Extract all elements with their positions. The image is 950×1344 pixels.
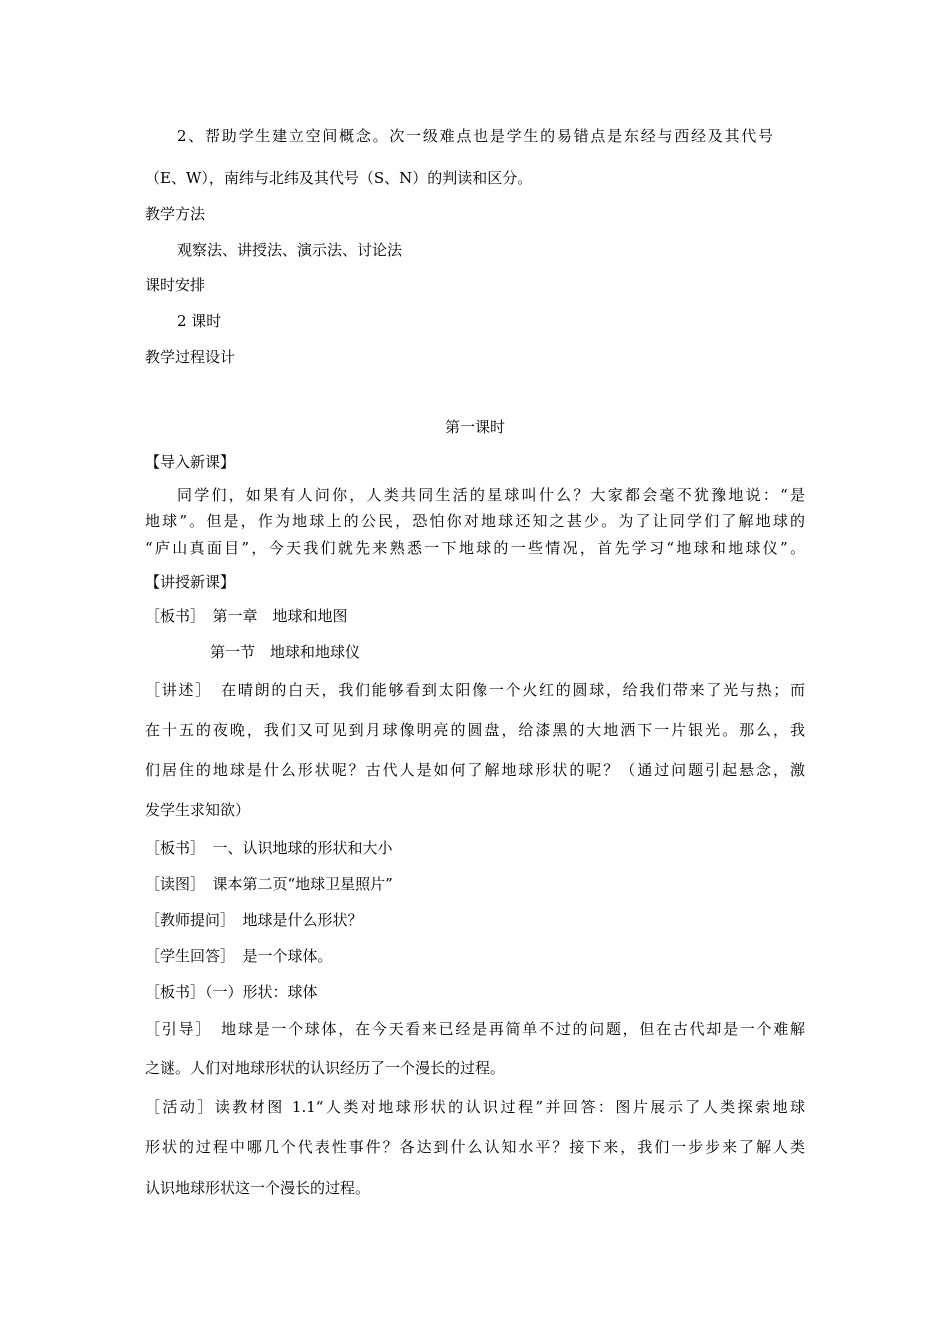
paragraph-line: （E、W），南纬与北纬及其代号（S、N）的判读和区分。 [145,169,533,187]
paragraph-line: ［讲述］ 在晴朗的白天，我们能够看到太阳像一个火红的圆球，给我们带来了光与热；而 [145,681,805,699]
paragraph-line: 们居住的地球是什么形状呢？古代人是如何了解地球形状的呢？（通过问题引起悬念，激 [145,761,805,779]
paragraph-line: ［引导］ 地球是一个球体，在今天看来已经是再简单不过的问题，但在古代却是一个难解 [145,1020,805,1038]
paragraph-line: ［板书］ 第一章 地球和地图 [145,607,348,625]
paragraph-line: ［学生回答］ 是一个球体。 [145,947,333,965]
section-heading: 【讲授新课】 [145,573,236,591]
section-heading: 课时安排 [145,276,206,294]
section-heading: 教学方法 [145,205,206,223]
paragraph-line: “庐山真面目”，今天我们就先来熟悉一下地球的一些情况，首先学习“地球和地球仪”。 [145,539,805,557]
paragraph-line: 同学们，如果有人问你，人类共同生活的星球叫什么？大家都会毫不犹豫地说：“是 [177,486,805,504]
paragraph-line: ［板书］ 一、认识地球的形状和大小 [145,839,393,857]
section-heading: 教学过程设计 [145,348,236,366]
paragraph-line: ［板书］（一）形状：球体 [145,983,318,1001]
paragraph-line: ［活动］读教材图 1.1“人类对地球形状的认识过程”并回答：图片展示了人类探索地球 [145,1098,805,1116]
lesson-title: 第一课时 [444,418,505,436]
paragraph-line: 在十五的夜晚，我们又可见到月球像明亮的圆盘，给漆黑的大地洒下一片银光。那么，我 [145,721,805,739]
paragraph-line: 第一节 地球和地球仪 [210,643,361,661]
paragraph-line: 2、帮助学生建立空间概念。次一级难点也是学生的易错点是东经与西经及其代号 [177,127,773,145]
paragraph-line: 观察法、讲授法、演示法、讨论法 [177,241,403,259]
section-heading: 【导入新课】 [145,453,236,471]
paragraph-line: 地球”。但是，作为地球上的公民，恐怕你对地球还知之甚少。为了让同学们了解地球的 [145,512,805,530]
paragraph-line: ［读图］ 课本第二页“地球卫星照片” [145,875,393,893]
paragraph-line: 发学生求知欲） [145,801,251,819]
paragraph-line: 认识地球形状这一个漫长的过程。 [145,1179,371,1197]
paragraph-line: 2 课时 [177,312,222,330]
paragraph-line: 形状的过程中哪几个代表性事件？各达到什么认知水平？接下来，我们一步步来了解人类 [145,1138,805,1156]
paragraph-line: 之谜。人们对地球形状的认识经历了一个漫长的过程。 [145,1059,506,1077]
paragraph-line: ［教师提问］ 地球是什么形状？ [145,911,363,929]
